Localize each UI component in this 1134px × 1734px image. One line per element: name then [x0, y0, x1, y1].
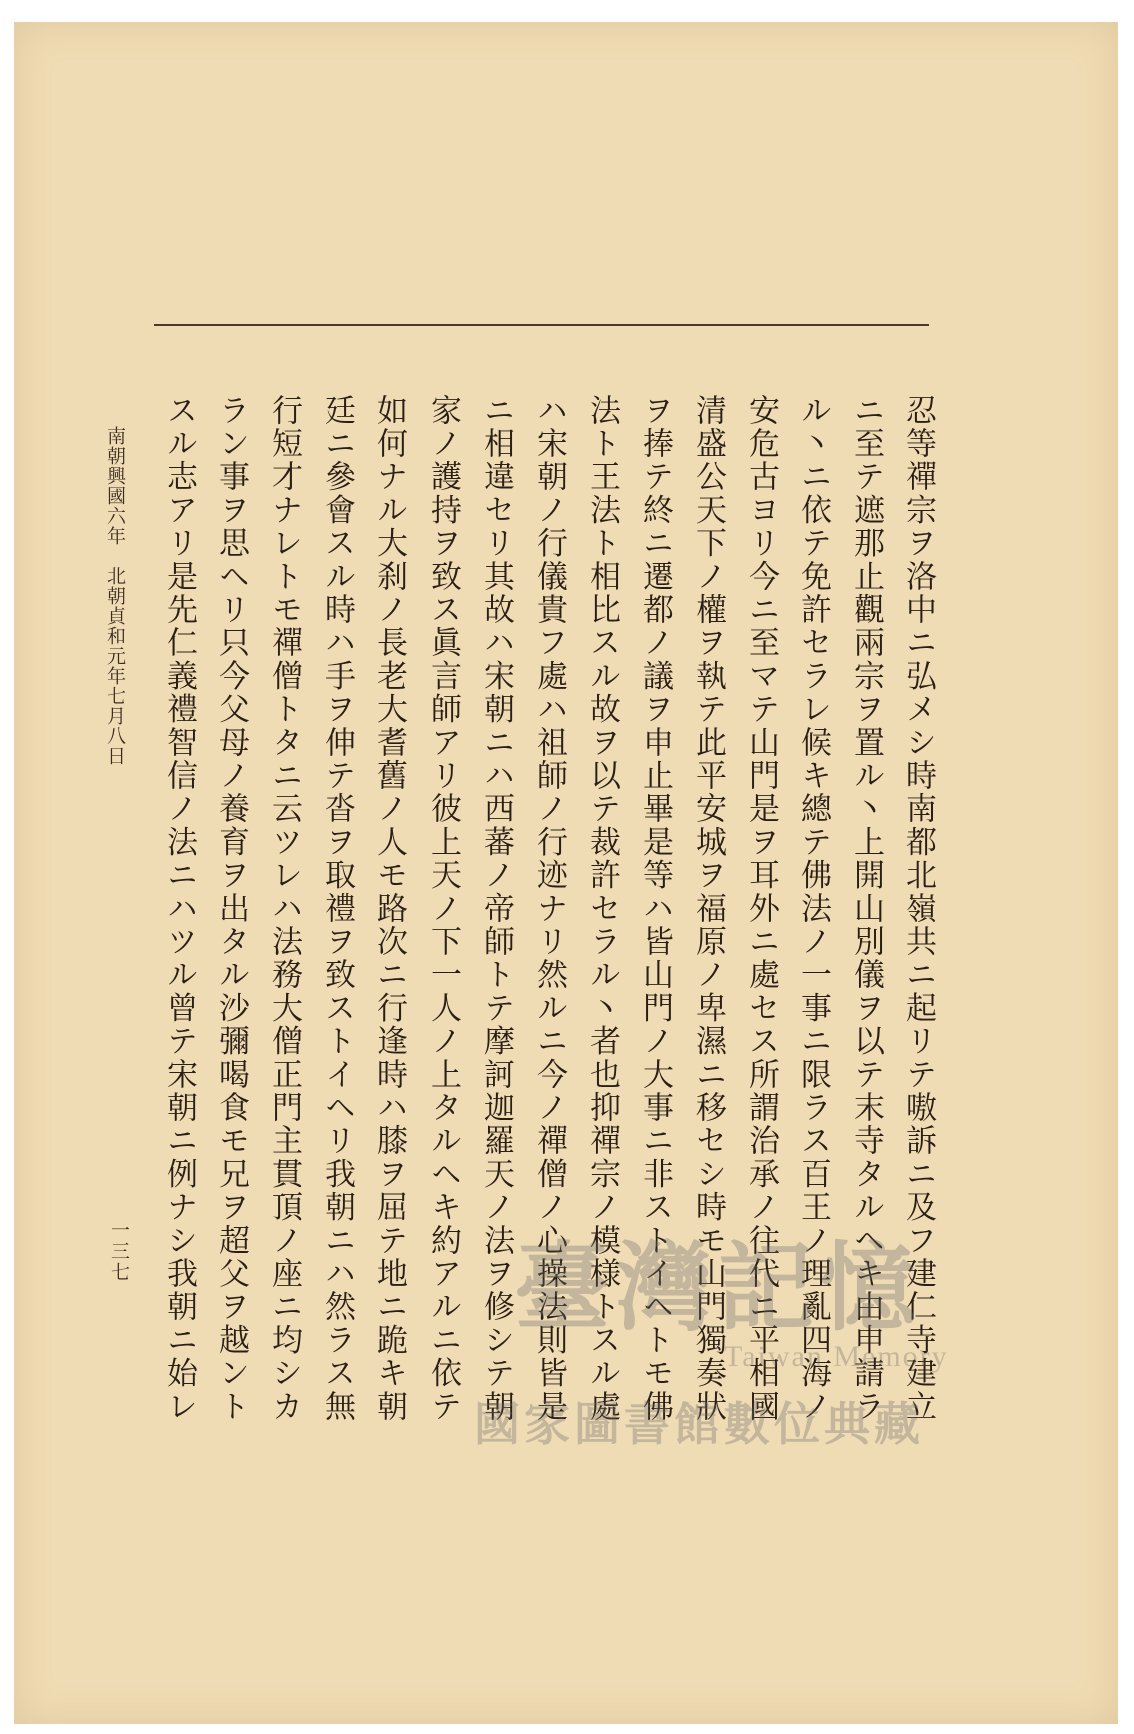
- text-column: 家ノ護持ヲ致ス眞言師アリ彼上天ノ下一人ノ上タルヘキ約アルニ依テ: [425, 394, 461, 1424]
- running-footer-date: 南朝興國六年 北朝貞和元年七月八日: [104, 426, 126, 766]
- text-column: ニ至テ遮那止觀兩宗ヲ置ル丶上開山別儀ヲ以テ末寺タルヘキ由申請ラ: [848, 394, 884, 1424]
- text-column: ル丶ニ依テ免許セラレ候キ總テ佛法ノ一事ニ限ラス百王ノ理亂四海ノ: [795, 394, 831, 1424]
- top-rule: [154, 324, 929, 326]
- book-page: [14, 22, 1118, 1724]
- text-column: ハ宋朝ノ行儀貴フ處ハ祖師ノ行迹ナリ然ルニ今ノ禪僧ノ心操法則皆是: [531, 394, 567, 1424]
- page-number: 一三七: [108, 1220, 130, 1283]
- watermark-sub: 國家圖書館數位典藏: [474, 1397, 924, 1451]
- text-column: 法ト王法ト相比スル故ヲ以テ裁許セラル丶者也抑禪宗ノ模様トスル處: [584, 394, 620, 1424]
- watermark-english: Taiwan Memory: [724, 1340, 949, 1373]
- text-column: 行短才ナレトモ禪僧トタニ云ツレハ法務大僧正門主貫頂ノ座ニ均シカ: [266, 394, 302, 1424]
- text-column: 廷ニ參會スル時ハ手ヲ伸テ沓ヲ取禮ヲ致ストイヘリ我朝ニハ然ラス無: [319, 394, 355, 1424]
- text-column: ラン事ヲ思ヘリ只今父母ノ養育ヲ出タル沙彌喝食モ兄ヲ超父ヲ越ント: [213, 394, 249, 1424]
- text-column: ヲ捧テ終ニ遷都ノ議ヲ申止畢是等ハ皆山門ノ大事ニ非ストイヘトモ佛: [637, 394, 673, 1424]
- text-column: 如何ナル大刹ノ長老大耆舊ノ人モ路次ニ行逢時ハ膝ヲ屈テ地ニ跪キ朝: [371, 394, 407, 1424]
- text-column: 安危古ヨリ今ニ至マテ山門是ヲ耳外ニ處セス所謂治承ノ往代ニ平相國: [743, 394, 779, 1424]
- text-column: 清盛公天下ノ權ヲ執テ此平安城ヲ福原ノ卑濕ニ移セシ時モ山門獨奏狀: [690, 394, 726, 1424]
- watermark-main: 臺灣記憶: [514, 1231, 922, 1344]
- text-column: スル志アリ是先仁義禮智信ノ法ニハツル曾テ宋朝ニ例ナシ我朝ニ始レ: [161, 394, 197, 1424]
- text-column: ニ相違セリ其故ハ宋朝ニハ西蕃ノ帝師トテ摩訶迦羅天ノ法ヲ修シテ朝: [478, 394, 514, 1424]
- text-column: 忍等禪宗ヲ洛中ニ弘メシ時南都北嶺共ニ起リテ嗷訴ニ及フ建仁寺建立: [900, 394, 936, 1424]
